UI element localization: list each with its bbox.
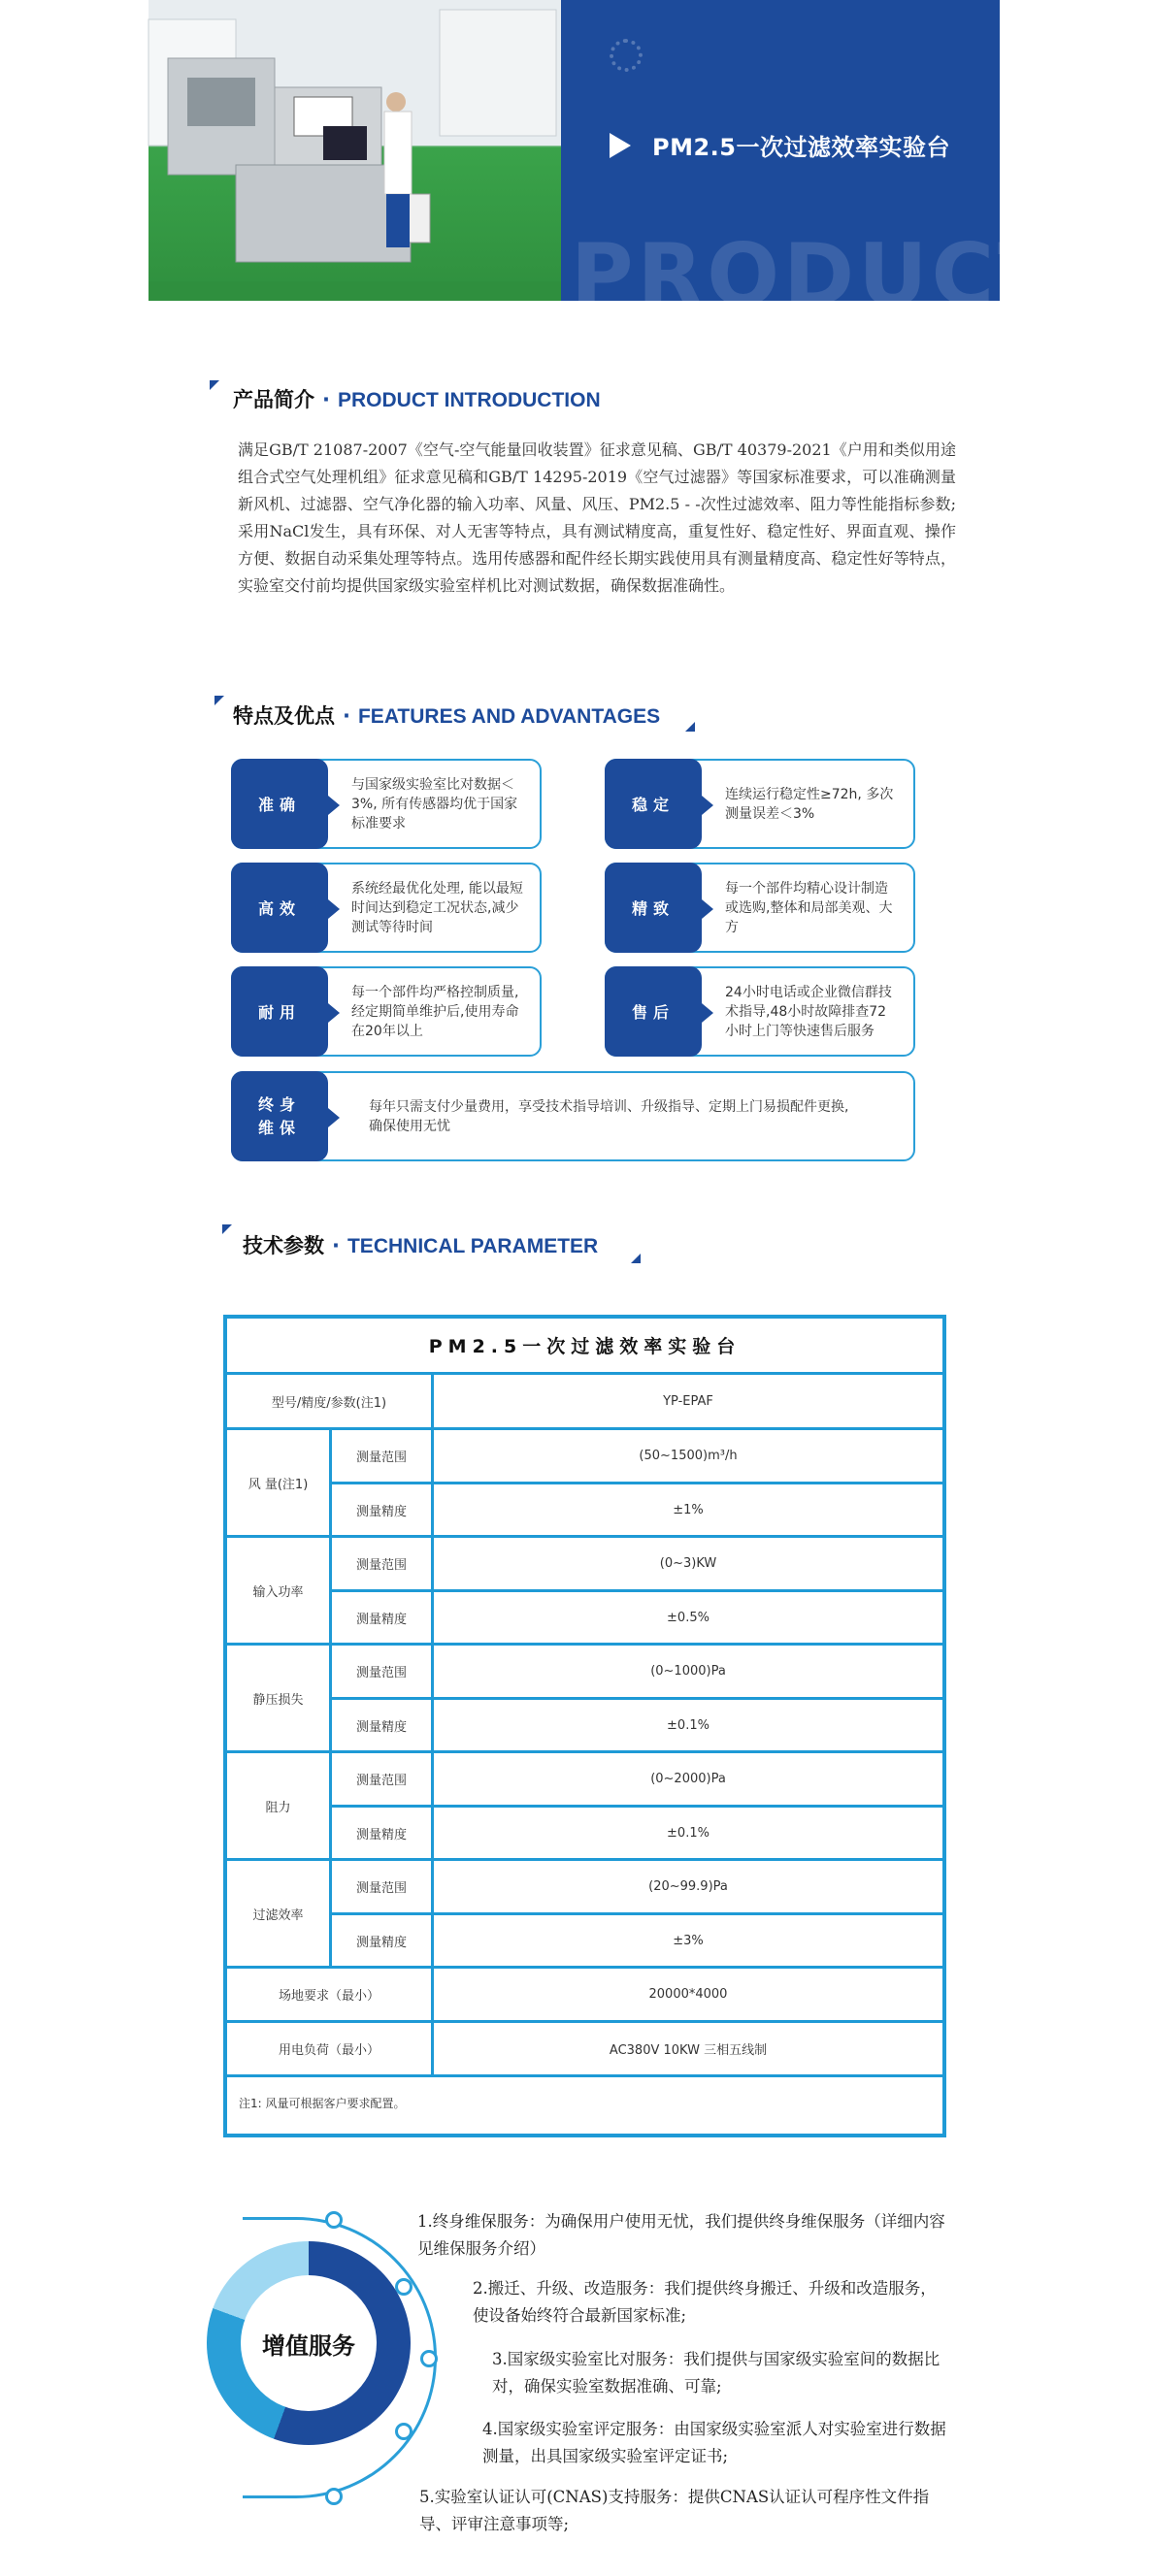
feature-notch [328, 1003, 340, 1023]
hero-title-panel [561, 0, 1061, 325]
feature-text: 24小时电话或企业微信群技术指导,48小时故障排查72小时上门等快速售后服务 [725, 984, 892, 1039]
feature-notch [328, 796, 340, 815]
feature-card-durable [231, 966, 542, 1057]
precision-value-cell: ±3% [673, 1933, 704, 1948]
feature-label: 稳定 [605, 759, 702, 849]
feature-notch [702, 1003, 713, 1023]
parameter-table [223, 1315, 946, 2137]
table-title: PM2.5一次过滤效率实验台 [428, 1336, 742, 1357]
range-value-cell: (0~1000)Pa [650, 1664, 726, 1679]
intro-heading [233, 384, 601, 413]
feature-card-lifetime [231, 1071, 915, 1161]
service-item-4: 4.国家级实验室评定服务：由国家级实验室派人对实验室进行数据测量，出具国家级实验室评定证书; [482, 2420, 946, 2465]
model-label-cell: 型号/精度/参数(注1) [271, 1395, 387, 1411]
intro-heading-dot: · [322, 388, 330, 411]
feature-text: 每年只需支付少量费用，享受技术指导培训、升级指导、定期上门易损配件更换,确保使用无忧 [369, 1098, 849, 1134]
group-name-cell: 风 量(注1) [248, 1477, 309, 1492]
service-item-2: 2.搬迁、升级、改造服务：我们提供终身搬迁、升级和改造服务，使设备始终符合最新国家标准; [473, 2279, 937, 2325]
precision-value-cell: ±0.1% [667, 1717, 710, 1733]
precision-label-cell: 测量精度 [355, 1827, 407, 1842]
table-rule [227, 2074, 942, 2077]
power-value-cell: AC380V 10KW 三相五线制 [609, 2043, 768, 2058]
feature-notch [702, 899, 713, 919]
technical-heading-cn: 技术参数 [243, 1234, 324, 1257]
group-name-cell: 输入功率 [252, 1584, 304, 1600]
range-label-cell: 测量范围 [355, 1774, 407, 1788]
services-title: 增值服务 [241, 2275, 377, 2411]
arc-dot-icon [395, 2423, 412, 2440]
precision-value-cell: ±0.1% [667, 1825, 710, 1841]
feature-text: 连续运行稳定性≥72h, 多次测量误差＜3% [725, 786, 894, 822]
arc-dot-icon [420, 2350, 438, 2367]
arc-dot-icon [325, 2211, 343, 2229]
feature-text: 与国家级实验室比对数据＜3%, 所有传感器均优于国家标准要求 [351, 776, 518, 831]
precision-label-cell: 测量精度 [355, 1612, 407, 1627]
services-ring [207, 2241, 411, 2445]
range-label-cell: 测量范围 [355, 1558, 407, 1573]
feature-card-efficient [231, 863, 542, 953]
precision-label-cell: 测量精度 [355, 1504, 407, 1519]
feature-label: 售后 [605, 966, 702, 1057]
range-value-cell: (50~1500)m³/h [639, 1449, 738, 1463]
features-heading [233, 701, 660, 730]
range-value-cell: (0~2000)Pa [650, 1772, 726, 1786]
feature-label: 耐用 [231, 966, 328, 1057]
precision-value-cell: ±0.5% [667, 1610, 710, 1625]
table-note: 注1: 风量可根据客户要求配置。 [239, 2097, 406, 2110]
group-name-cell: 阻力 [265, 1800, 291, 1815]
range-value-cell: (0~3)KW [659, 1556, 717, 1571]
site-value-cell: 20000*4000 [648, 1987, 728, 2002]
hero-title-row [610, 128, 950, 162]
site-label-cell: 场地要求（最小） [278, 1989, 380, 2004]
service-item-1: 1.终身维保服务：为确保用户使用无忧，我们提供终身维保服务（详细内容见维保服务介绍） [417, 2212, 945, 2258]
range-label-cell: 测量范围 [355, 1881, 407, 1896]
service-item-3: 3.国家级实验室比对服务：我们提供与国家级实验室间的数据比对，确保实验室数据准确、可靠; [492, 2350, 940, 2396]
feature-text: 每一个部件均严格控制质量,经定期简单维护后,使用寿命在20年以上 [351, 984, 519, 1039]
lab-illustration [148, 0, 561, 301]
technical-heading [243, 1230, 598, 1259]
technical-heading-dot: · [332, 1234, 340, 1257]
corner-mark-icon [222, 1224, 232, 1234]
range-label-cell: 测量范围 [355, 1666, 407, 1680]
gear-icon [610, 39, 643, 72]
page-title: PM2.5一次过滤效率实验台 [652, 134, 950, 161]
range-label-cell: 测量范围 [355, 1451, 407, 1465]
corner-mark-icon [210, 380, 219, 390]
intro-paragraph: 满足GB/T 21087-2007《空气-空气能量回收装置》征求意见稿、GB/T 40379-2021《户用和类似用途组合式空气处理机组》征求意见稿和GB/T 14295-2019《空气过滤器》等国家标准要求，可以准确测量新风机、过滤器、空气净化器的输入功率、风量、风压、PM2.5 - -次性过滤效率、阻力等性能指标参数;采用NaCl发生，具有环保、对人无害等特点，具有测试精度高，重复性好、稳定性好、界面直观、操作方便、数据自动采集处理等特点。选用传感器和配件经长期实践使用具有测量精度高、稳定性好等特点，实验室交付前均提供国家级实验室样机比对测试数据，确保数据准确性。 [238, 440, 956, 595]
features-heading-cn: 特点及优点 [233, 704, 335, 728]
features-heading-en: FEATURES AND ADVANTAGES [357, 705, 661, 728]
group-name-cell: 过滤效率 [252, 1908, 304, 1923]
corner-mark-icon [631, 1254, 641, 1263]
hero-watermark: PRODUCT [571, 225, 1061, 325]
power-label-cell: 用电负荷（最小） [278, 2043, 380, 2058]
intro-heading-cn: 产品简介 [233, 388, 314, 411]
corner-mark-icon [685, 722, 695, 732]
corner-mark-icon [214, 696, 224, 705]
feature-text: 每一个部件均精心设计制造或选购,整体和局部美观、大方 [725, 880, 893, 935]
feature-label: 高效 [231, 863, 328, 953]
feature-card-aftersales [605, 966, 915, 1057]
group-name-cell: 静压损失 [252, 1692, 304, 1708]
feature-notch [328, 1108, 340, 1127]
feature-label: 精致 [605, 863, 702, 953]
feature-notch [328, 899, 340, 919]
model-value-cell: YP-EPAF [663, 1393, 713, 1409]
feature-card-refined [605, 863, 915, 953]
feature-label: 准确 [231, 759, 328, 849]
hero-banner [148, 0, 1061, 325]
feature-card-stable [605, 759, 915, 849]
precision-value-cell: ±1% [673, 1502, 704, 1517]
precision-label-cell: 测量精度 [355, 1719, 407, 1735]
feature-text: 系统经最优化处理, 能以最短时间达到稳定工况状态,减少测试等待时间 [351, 880, 523, 935]
arc-dot-icon [325, 2488, 343, 2505]
intro-heading-en: PRODUCT INTRODUCTION [337, 389, 601, 411]
precision-label-cell: 测量精度 [355, 1935, 407, 1950]
feature-label: 终身维保 [231, 1071, 328, 1161]
range-value-cell: (20~99.9)Pa [648, 1879, 728, 1894]
technical-heading-en: TECHNICAL PARAMETER [346, 1235, 599, 1257]
lab-photo [148, 0, 561, 301]
feature-notch [702, 796, 713, 815]
play-icon [610, 133, 631, 158]
features-heading-dot: · [343, 704, 350, 728]
service-item-5: 5.实验室认证认可(CNAS)支持服务：提供CNAS认证认可程序性文件指导、评审注意事项等; [419, 2488, 930, 2533]
feature-card-accurate [231, 759, 542, 849]
